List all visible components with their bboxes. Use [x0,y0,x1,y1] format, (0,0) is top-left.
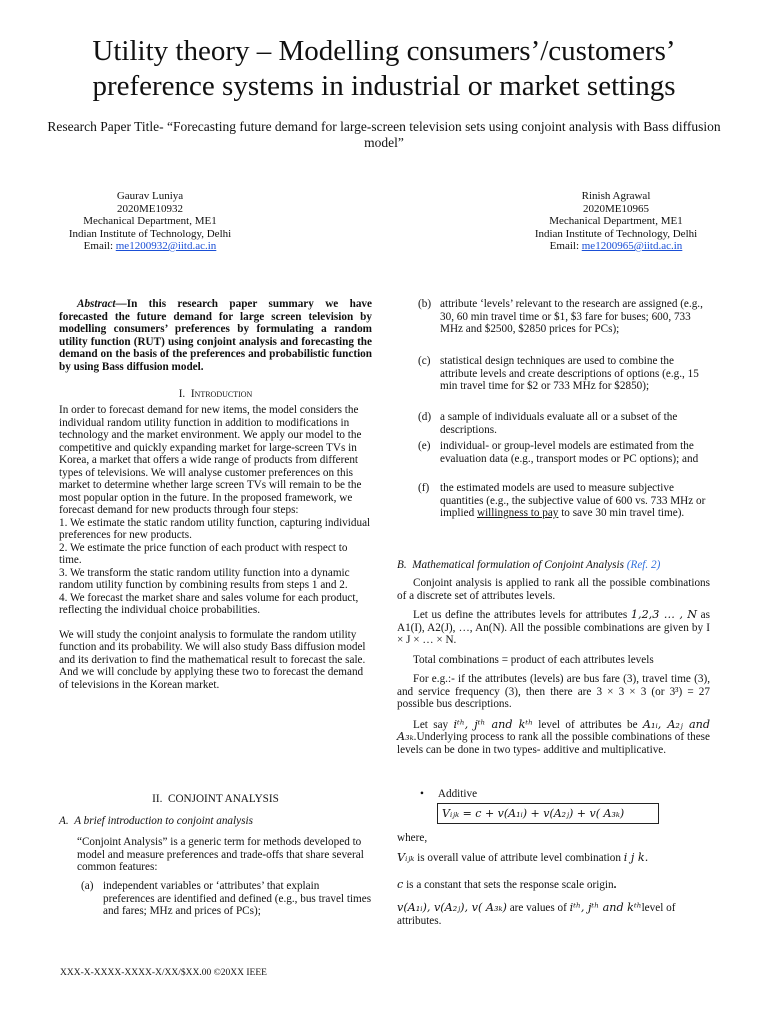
author-block-2 [486,190,746,253]
author-institute: Indian Institute of Technology, Delhi [534,227,698,240]
list-label: (c) [418,355,431,367]
email-label: Email: [549,240,579,252]
underlined-phrase: willingness to pay [476,507,559,519]
list-text [440,482,710,520]
list-label: (d) [418,411,432,423]
text-part: .Underlying process to rank all the possible combinations of these levels can be done in two types- additive and multiplicative. [397,731,710,756]
subsection-b-paragraph: Conjoint analysis is applied to rank all the possible combinations of a discrete set of attributes levels. [397,577,710,602]
section-number: II. [152,793,163,805]
subsection-b-paragraph: Total combinations = product of each attributes levels [413,653,654,666]
list-label: (f) [418,482,430,494]
author-email-line [20,240,280,253]
author-email-link[interactable]: me1200965@iitd.ac.in [581,240,683,252]
equation-box: Vᵢⱼₖ = c + v(A₁ᵢ) + v(A₂ⱼ) + v( A₃ₖ) [437,803,659,824]
author-name: Rinish Agrawal [581,190,651,202]
list-label: (e) [418,440,431,452]
text-part: are values of [506,902,570,914]
list-text: a sample of individuals evaluate all or a subset of the descriptions. [440,411,678,436]
bullet-dot: • [420,788,424,800]
intro-step: 1. We estimate the static random utility function, capturing individual preferences for new products. [59,516,371,541]
list-text-part: the estimated models are used to measure subjective quantities (e.g., the subjective value of 600 vs. 733 MHz or implied [440,482,706,519]
where-label: where, [397,832,428,844]
inline-math: A₁ᵢ, A₂ⱼ and A₃ₖ [397,717,710,743]
period: . [613,879,617,891]
list-text: independent variables or ‘attributes’ that explain preferences are identified and defined (e.g., bus travel times and fares; MHz and prices of PCs); [103,880,372,917]
section-heading-introduction [59,388,372,401]
subsection-b-body [397,577,710,756]
intro-paragraph: We will study the conjoint analysis to formulate the random utility function and its probability. We will also study Bass diffusion model and its derivation to find the mathematical result to forecast the sale. And we will conclude by applying these two to forecast the demand of televisions in the Korean market. [59,628,366,691]
inline-math: iᵗʰ, jᵗʰ and kᵗʰ [569,901,642,914]
author-dept: Mechanical Department, ME1 [83,215,217,227]
definition-line [397,879,710,892]
footer-copyright: XXX-X-XXXX-XXXX-X/XX/$XX.00 ©20XX IEEE [60,968,267,978]
section-heading-conjoint [59,793,372,806]
subsection-a-body [77,836,372,874]
definition-line [397,902,710,927]
author-id: 2020ME10965 [583,202,649,215]
subsection-b-paragraph [397,719,710,757]
intro-paragraph: In order to forecast demand for new items, the model considers the individual random utility function in addition to modifications in technology and the market environment. We apply our model to the competitive and quickly expanding market for large-screen TVs in Korea, a market that offers a wide range of products from different types of televisions. We will analyse customer preferences on this market to determine whether large screen TVs will remain to be the most popular option in the future. In the proposed framework, we forecast demand for new products through four steps: [59,404,362,516]
bullet-additive [420,788,477,801]
inline-math: v(A₁ᵢ), v(A₂ⱼ), v( A₃ₖ) [397,901,507,914]
author-id: 2020ME10932 [117,202,183,215]
definition-line [397,852,710,865]
inline-math: Vᵢⱼₖ [397,851,415,864]
text-part: Let us define the attributes levels for attributes [413,609,631,621]
subsection-title: A brief introduction to conjoint analysis [74,815,253,827]
intro-step: 2. We estimate the price function of each product with respect to time. [59,541,348,566]
text-part: is a constant that sets the response scale origin [403,879,614,891]
text-part: is overall value of attribute level combination [414,852,624,864]
feature-list-right [418,298,710,548]
list-label: (b) [418,298,432,310]
title-line-2: preference systems in industrial or market settings [92,70,676,102]
subsection-b-paragraph: For e.g.:- if the attributes (levels) are bus fare (3), travel time (3), and service frequency (3), then there are 3 × 3 × 3 (or 3³) = 27 possible bus descriptions. [397,673,710,710]
subsection-title: Mathematical formulation of Conjoint Analysis [412,559,624,571]
text-part: level of attributes be [532,718,643,731]
feature-list-left [81,880,372,920]
reference-link[interactable]: (Ref. 2) [626,559,661,571]
inline-math: 1,2,3 … , N [630,608,698,621]
text-part: as A1(I), A2(J), …, An(N). All the possible combinations are given by I × J × … × N. [397,609,710,646]
inline-math: c [397,878,404,891]
abstract-label: Abstract [77,298,116,310]
subsection-a-paragraph: “Conjoint Analysis” is a generic term for methods developed to model and measure preferences and trade-offs that share several common features: [77,836,364,873]
list-text: statistical design techniques are used to combine the attribute levels and create descriptions of options (e.g., 15 min travel time for $2 or 733 MHz for $2850); [440,355,699,392]
intro-step: 3. We transform the static random utility function into a dynamic random utility function by combining results from steps 1 and 2. [59,566,350,591]
list-text-part: to save 30 min travel time). [558,507,685,519]
subsection-label: A. [59,815,69,827]
paper-title [20,34,748,104]
text-part: level of attributes. [397,902,676,927]
subsection-label: B. [397,559,407,571]
subsection-heading-a [59,815,372,828]
author-email-link[interactable]: me1200932@iitd.ac.in [115,240,217,252]
email-label: Email: [83,240,113,252]
subsection-b-paragraph [397,609,710,647]
paper-subtitle: Research Paper Title- “Forecasting future demand for large-screen television sets using conjoint analysis with Bass diffusion model” [47,119,721,150]
abstract-text: —In this research paper summary we have forecasted the future demand for large screen television by modelling consumers’ preferences by formulating a random utility function (RUT) using conjoint analysis and forecasting the demand on the basis of the preferences and probabilistic function by using Bass diffusion model. [59,298,372,373]
bullet-label: Additive [437,788,478,800]
text-part: Let say [413,718,454,731]
subsection-heading-b [397,559,710,572]
list-label: (a) [81,880,94,892]
author-email-line [486,240,746,253]
section-title: Introduction [190,388,253,400]
introduction-body [59,404,372,691]
author-name: Gaurav Luniya [116,190,184,202]
section-number: I. [178,388,186,400]
abstract [59,298,372,373]
inline-math: iᵗʰ, jᵗʰ and kᵗʰ [453,717,533,731]
title-line-1: Utility theory – Modelling consumers’/customers’ [92,35,676,67]
author-dept: Mechanical Department, ME1 [549,215,683,227]
list-text: individual- or group-level models are estimated from the evaluation data (e.g., transport modes or PC options); and [440,440,699,465]
intro-step: 4. We forecast the market share and sales volume for each product, reflecting the individual choice probabilities. [59,591,359,616]
section-title: CONJOINT ANALYSIS [167,793,279,805]
author-block-1 [20,190,280,253]
inline-math: i j k. [623,851,649,864]
list-text: attribute ‘levels’ relevant to the research are assigned (e.g., 30, 60 min travel time or $1, $3 fare for buses; 600, 733 MHz and $2500, $2850 prices for PCs); [440,298,703,335]
author-institute: Indian Institute of Technology, Delhi [68,227,232,240]
